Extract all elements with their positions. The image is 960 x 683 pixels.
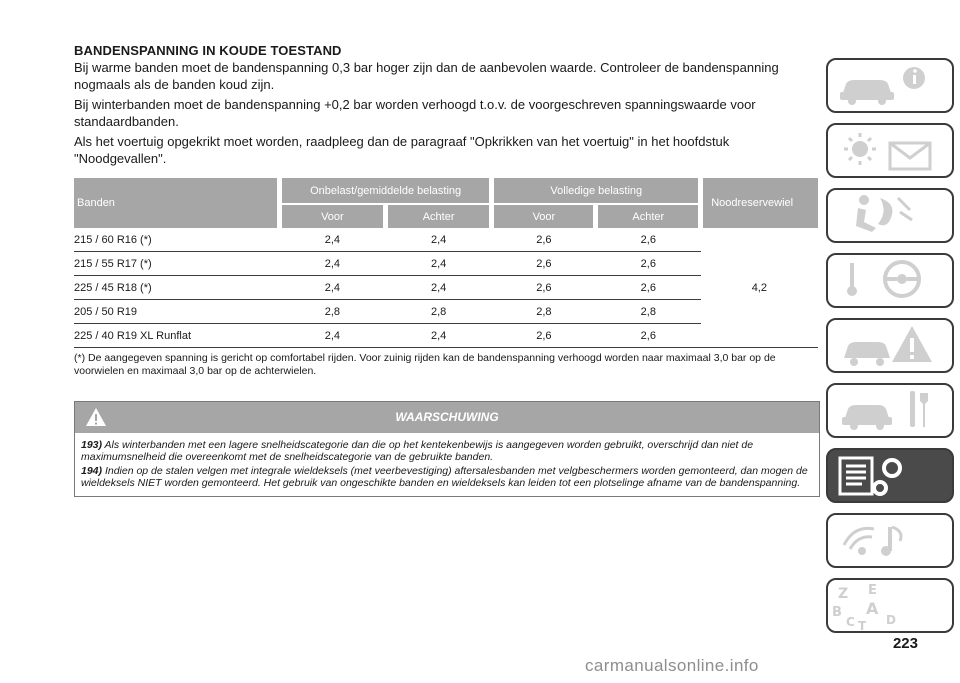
tyre-size: 225 / 45 R18 (*)	[74, 276, 279, 300]
index-letters-icon	[828, 580, 951, 630]
header-banden: Banden	[74, 178, 279, 228]
airbag-seat-icon	[828, 190, 951, 240]
tyre-size: 215 / 55 R17 (*)	[74, 252, 279, 276]
unloaded-front-value: 2,4	[279, 276, 385, 300]
paragraph-warm-tyres: Bij warme banden moet de bandenspanning 0,3 bar hoger zijn dan de aanbevolen waarde. Controleer de bandenspanning nogmaals als de banden koud zijn.	[74, 60, 779, 92]
svg-text:A: A	[866, 599, 879, 618]
full-front-value: 2,6	[492, 324, 596, 348]
key-steering-wheel-icon	[828, 255, 951, 305]
tab-service-maintenance[interactable]	[826, 383, 954, 438]
chapter-tabs	[826, 58, 954, 643]
header-unloaded-front: Voor	[279, 204, 385, 228]
table-footnote: (*) De aangegeven spanning is gericht op comfortabel rijden. Voor zuinig rijden kan de bandenspanning verhoogd worden naar maximaal 3,0 bar op de voorwielen en maximaal 3,0 bar op de achterwielen.	[74, 352, 776, 377]
warning-triangle-icon	[85, 406, 107, 428]
header-full-rear: Achter	[596, 204, 701, 228]
warning-item	[81, 439, 813, 463]
svg-text:E: E	[868, 583, 877, 598]
multimedia-icon	[828, 515, 951, 565]
full-front-value: 2,6	[492, 276, 596, 300]
warning-header	[75, 402, 819, 433]
unloaded-front-value: 2,8	[279, 300, 385, 324]
warning-item-number: 193)	[81, 439, 103, 451]
full-front-value: 2,8	[492, 300, 596, 324]
svg-text:T: T	[858, 619, 867, 630]
warning-body	[75, 433, 819, 496]
warning-title: WAARSCHUWING	[395, 410, 499, 424]
unloaded-rear-value: 2,4	[385, 276, 492, 300]
svg-text:C: C	[846, 615, 855, 629]
tab-multimedia[interactable]	[826, 513, 954, 568]
lights-message-icon	[828, 125, 951, 175]
watermark: carmanualsonline.info	[585, 656, 759, 675]
unloaded-front-value: 2,4	[279, 324, 385, 348]
unloaded-rear-value: 2,8	[385, 300, 492, 324]
car-service-tools-icon	[828, 385, 951, 435]
car-warning-icon	[828, 320, 951, 370]
section-title: BANDENSPANNING IN KOUDE TOESTAND	[74, 43, 342, 58]
full-rear-value: 2,6	[596, 324, 701, 348]
full-rear-value: 2,8	[596, 300, 701, 324]
tab-technical-data[interactable]	[826, 448, 954, 503]
unloaded-rear-value: 2,4	[385, 228, 492, 252]
technical-data-gear-icon	[828, 450, 951, 500]
paragraph-winter-tyres: Bij winterbanden moet de bandenspanning +0,2 bar worden verhoogd t.o.v. de voorgeschreven spanningswaarde voor standaardbanden.	[74, 97, 756, 129]
unloaded-front-value: 2,4	[279, 228, 385, 252]
header-full-front: Voor	[492, 204, 596, 228]
tyre-size: 205 / 50 R19	[74, 300, 279, 324]
svg-text:Z: Z	[838, 586, 849, 602]
tab-lights-messages[interactable]	[826, 123, 954, 178]
warning-item	[81, 465, 813, 489]
warning-item-text: Indien op de stalen velgen met integrale wieldeksels (met veerbevestiging) aftersalesbanden met velgbeschermers worden gemonteerd, dan mogen de wieldeksels NIET worden gemonteerd. Het gebruik van ongeschikte banden en wieldeksels kan leiden tot een plotselinge afname van de bandenspanning.	[81, 465, 808, 489]
tab-index[interactable]	[826, 578, 954, 633]
tyre-size: 215 / 60 R16 (*)	[74, 228, 279, 252]
warning-box	[74, 401, 820, 497]
svg-text:D: D	[886, 613, 896, 627]
tab-emergency[interactable]	[826, 318, 954, 373]
main-content	[74, 42, 818, 497]
full-rear-value: 2,6	[596, 228, 701, 252]
page-number: 223	[892, 635, 918, 652]
header-full-load: Volledige belasting	[492, 178, 701, 204]
car-info-icon	[828, 60, 951, 110]
spare-wheel-value: 4,2	[701, 228, 818, 348]
tab-car-info[interactable]	[826, 58, 954, 113]
full-front-value: 2,6	[492, 252, 596, 276]
header-unloaded: Onbelast/gemiddelde belasting	[279, 178, 491, 204]
header-spare-wheel: Noodreservewiel	[701, 178, 818, 228]
unloaded-front-value: 2,4	[279, 252, 385, 276]
tab-safety[interactable]	[826, 188, 954, 243]
full-rear-value: 2,6	[596, 252, 701, 276]
warning-item-text: Als winterbanden met een lagere snelheidscategorie dan die op het kentekenbewijs is aangegeven worden gebruikt, overschrijd dan niet de maximumsnelheid die overeenkomt met de snelheidscategorie van de gebruikte banden.	[81, 439, 754, 463]
tyre-size: 225 / 40 R19 XL Runflat	[74, 324, 279, 348]
header-unloaded-rear: Achter	[385, 204, 492, 228]
tyre-pressure-table	[74, 178, 818, 348]
paragraph-jacking: Als het voertuig opgekrikt moet worden, raadpleeg dan de paragraaf "Opkrikken van het voertuig" in het hoofdstuk "Noodgevallen".	[74, 134, 730, 166]
svg-text:B: B	[832, 605, 842, 620]
warning-item-number: 194)	[81, 465, 103, 477]
full-rear-value: 2,6	[596, 276, 701, 300]
table-row	[74, 228, 818, 252]
full-front-value: 2,6	[492, 228, 596, 252]
unloaded-rear-value: 2,4	[385, 252, 492, 276]
unloaded-rear-value: 2,4	[385, 324, 492, 348]
tab-starting-driving[interactable]	[826, 253, 954, 308]
